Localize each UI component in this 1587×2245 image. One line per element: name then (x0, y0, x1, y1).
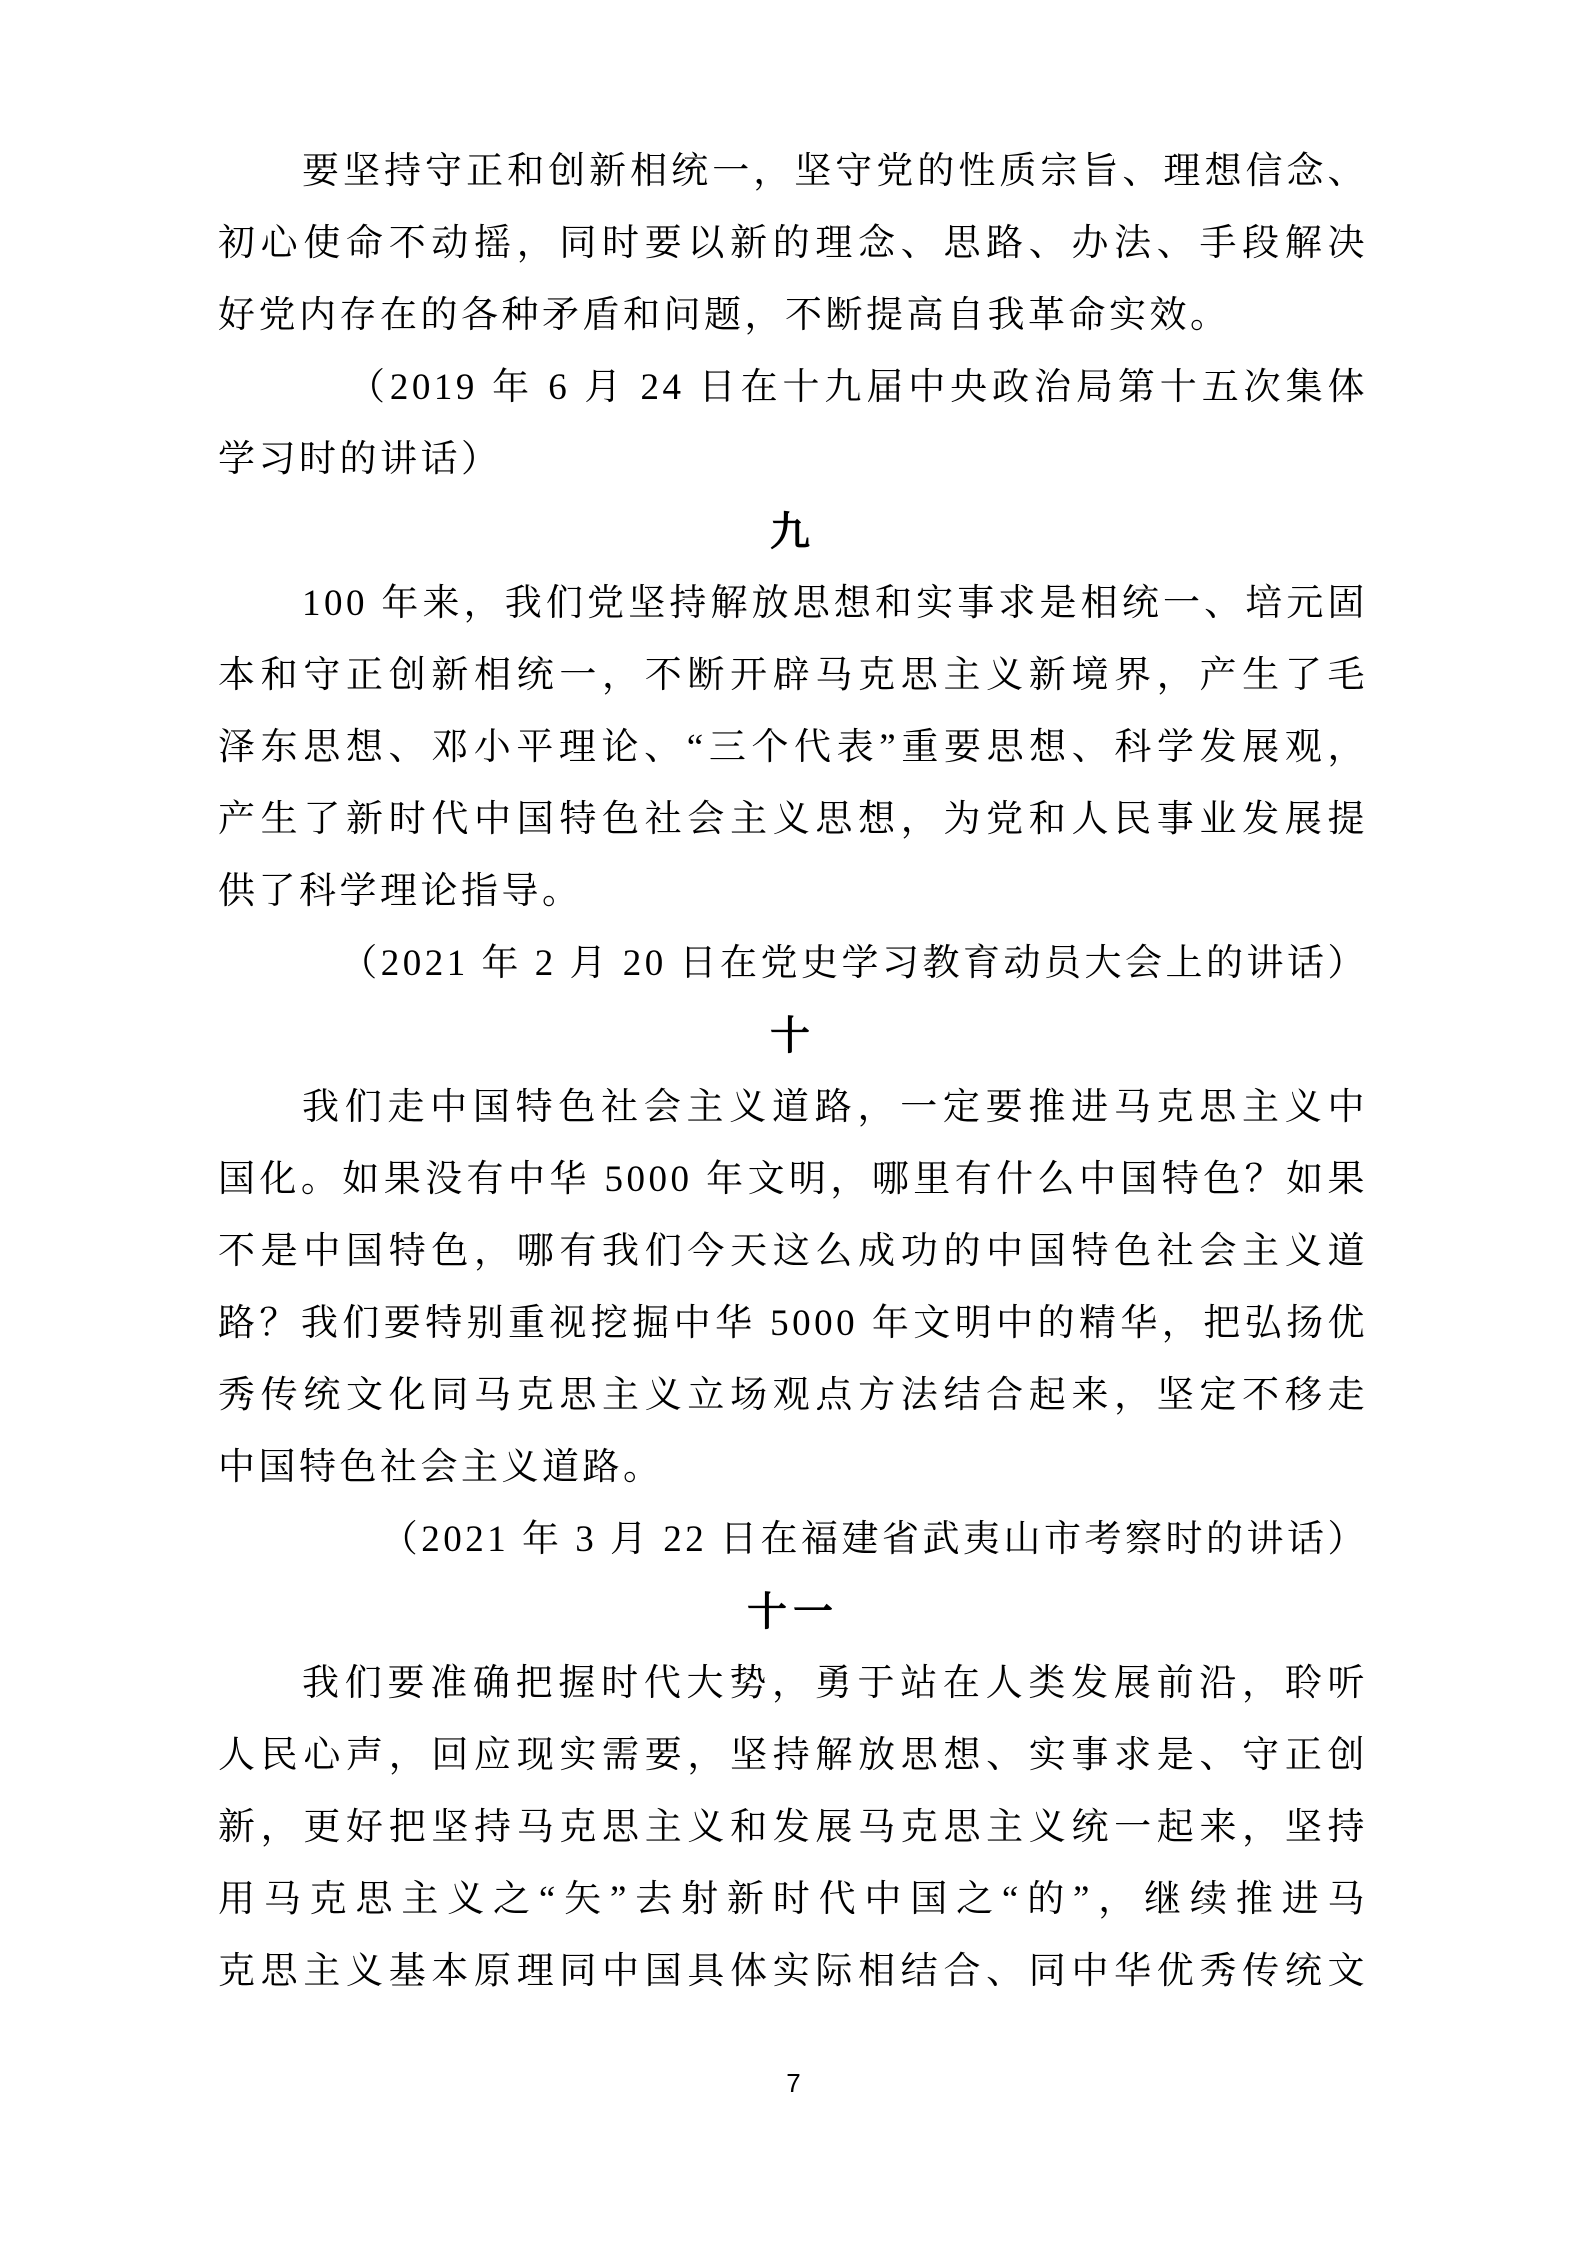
text-line: 国化。如果没有中华 5000 年文明，哪里有什么中国特色？如果 (218, 1159, 1368, 1200)
citation-paragraph (218, 928, 1368, 1000)
section-header: 十一 (747, 1590, 839, 1634)
text-line: 产生了新时代中国特色社会主义思想，为党和人民事业发展提 (218, 799, 1368, 840)
document-content (218, 136, 1368, 2008)
text-line: 不是中国特色，哪有我们今天这么成功的中国特色社会主义道 (218, 1231, 1368, 1272)
text-line: 学习时的讲话） (218, 439, 502, 480)
text-line: 中国特色社会主义道路。 (218, 1447, 664, 1488)
body-paragraph (218, 568, 1368, 928)
text-line: 我们走中国特色社会主义道路，一定要推进马克思主义中 (302, 1087, 1368, 1128)
text-line: 本和守正创新相统一，不断开辟马克思主义新境界，产生了毛 (218, 655, 1368, 696)
text-line: 初心使命不动摇，同时要以新的理念、思路、办法、手段解决 (218, 223, 1368, 264)
citation-paragraph (218, 352, 1368, 496)
section-header: 十 (770, 1014, 816, 1058)
page-number: 7 (786, 2068, 801, 2098)
text-line: （2019 年 6 月 24 日在十九届中央政治局第十五次集体 (348, 367, 1368, 408)
text-line: 100 年来，我们党坚持解放思想和实事求是相统一、培元固 (302, 583, 1368, 624)
text-line: 要坚持守正和创新相统一，坚守党的性质宗旨、理想信念、 (302, 151, 1368, 192)
text-line: （2021 年 2 月 20 日在党史学习教育动员大会上的讲话） (340, 943, 1368, 984)
body-paragraph (218, 1072, 1368, 1504)
text-line: 我们要准确把握时代大势，勇于站在人类发展前沿，聆听 (302, 1663, 1368, 1704)
text-line: 好党内存在的各种矛盾和问题，不断提高自我革命实效。 (218, 295, 1231, 336)
text-line: （2021 年 3 月 22 日在福建省武夷山市考察时的讲话） (380, 1519, 1368, 1560)
text-line: 秀传统文化同马克思主义立场观点方法结合起来，坚定不移走 (218, 1375, 1368, 1416)
text-line: 用马克思主义之“矢”去射新时代中国之“的”，继续推进马 (218, 1879, 1368, 1920)
body-paragraph (218, 136, 1368, 352)
body-paragraph (218, 1648, 1368, 2008)
section-header: 九 (770, 510, 816, 554)
text-line: 路？我们要特别重视挖掘中华 5000 年文明中的精华，把弘扬优 (218, 1303, 1368, 1344)
text-line: 供了科学理论指导。 (218, 871, 583, 912)
text-line: 新，更好把坚持马克思主义和发展马克思主义统一起来，坚持 (218, 1807, 1368, 1848)
text-line: 泽东思想、邓小平理论、“三个代表”重要思想、科学发展观， (218, 727, 1368, 768)
text-line: 人民心声，回应现实需要，坚持解放思想、实事求是、守正创 (218, 1735, 1368, 1776)
text-line: 克思主义基本原理同中国具体实际相结合、同中华优秀传统文 (218, 1951, 1368, 1992)
citation-paragraph (218, 1504, 1368, 1576)
